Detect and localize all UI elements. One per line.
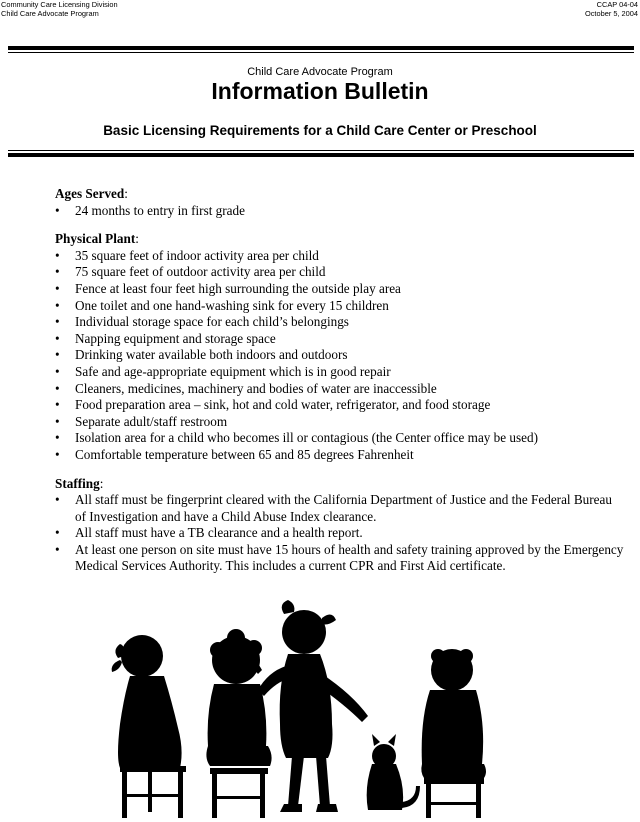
bottom-rule-thick — [8, 153, 634, 157]
requirements-content — [55, 186, 625, 587]
top-rule-thick — [8, 46, 634, 50]
page-title: Information Bulletin — [211, 78, 429, 104]
top-rule-thin — [8, 52, 634, 53]
list-item: • 24 months to entry in first grade — [55, 202, 245, 218]
children-silhouette-icon — [108, 596, 498, 822]
list-item: • Napping equipment and storage space — [55, 330, 276, 346]
list-ages-served — [55, 203, 625, 220]
child-silhouette-right — [421, 649, 486, 818]
list-item: • All staff must be fingerprint cleared with the California Department of Justice and the Federal Bureau of Investigation and have a Child Abuse Index clearance. — [55, 492, 612, 524]
list-item: • Food preparation area – sink, hot and cold water, refrigerator, and food storage — [55, 397, 491, 413]
bulletin-date: October 5, 2004 — [584, 8, 638, 18]
child-silhouette-center-left — [206, 629, 271, 818]
list-item: • Separate adult/staff restroom — [55, 413, 228, 429]
list-physical-plant — [55, 248, 625, 464]
header-left — [1, 1, 118, 18]
bottom-rule-thin — [8, 150, 634, 151]
list-item: • Isolation area for a child who becomes ill or contagious (the Center office may be used) — [55, 430, 538, 446]
program-name: Child Care Advocate Program — [1, 8, 99, 18]
list-item: • Comfortable temperature between 65 and 85 degrees Fahrenheit — [55, 446, 414, 462]
list-item: • Cleaners, medicines, machinery and bodies of water are inaccessible — [55, 380, 437, 396]
silhouette-group — [112, 600, 486, 818]
page-subtitle: Basic Licensing Requirements for a Child Care Center or Preschool — [103, 123, 537, 138]
list-item: • Individual storage space for each child’s belongings — [55, 314, 349, 330]
child-silhouette-standing — [250, 600, 368, 812]
list-item: • Safe and age-appropriate equipment which is in good repair — [55, 363, 391, 379]
section-heading-staffing: Staffing: — [55, 475, 104, 491]
list-item: • 35 square feet of indoor activity area per child — [55, 247, 319, 263]
banner-program: Child Care Advocate Program — [247, 66, 393, 78]
list-item: • All staff must have a TB clearance and a health report. — [55, 525, 363, 541]
cat-silhouette — [367, 734, 420, 810]
list-item: • One toilet and one hand-washing sink for every 15 children — [55, 297, 389, 313]
child-silhouette-left — [112, 635, 186, 818]
list-item: • Fence at least four feet high surrounding the outside play area — [55, 280, 401, 296]
section-heading-physical-plant: Physical Plant: — [55, 231, 139, 247]
list-staffing — [55, 492, 625, 575]
bulletin-number: CCAP 04-04 — [596, 0, 638, 9]
division-name: Community Care Licensing Division — [1, 0, 118, 9]
section-heading-ages: Ages Served: — [55, 186, 128, 201]
header-right — [585, 1, 638, 18]
list-item: • At least one person on site must have 15 hours of health and safety training approved by the Emergency Medical Services Authority. This includes a current CPR and First Aid certificate. — [55, 541, 624, 574]
list-item: • Drinking water available both indoors and outdoors — [55, 347, 348, 363]
list-item: • 75 square feet of outdoor activity area per child — [55, 264, 326, 280]
